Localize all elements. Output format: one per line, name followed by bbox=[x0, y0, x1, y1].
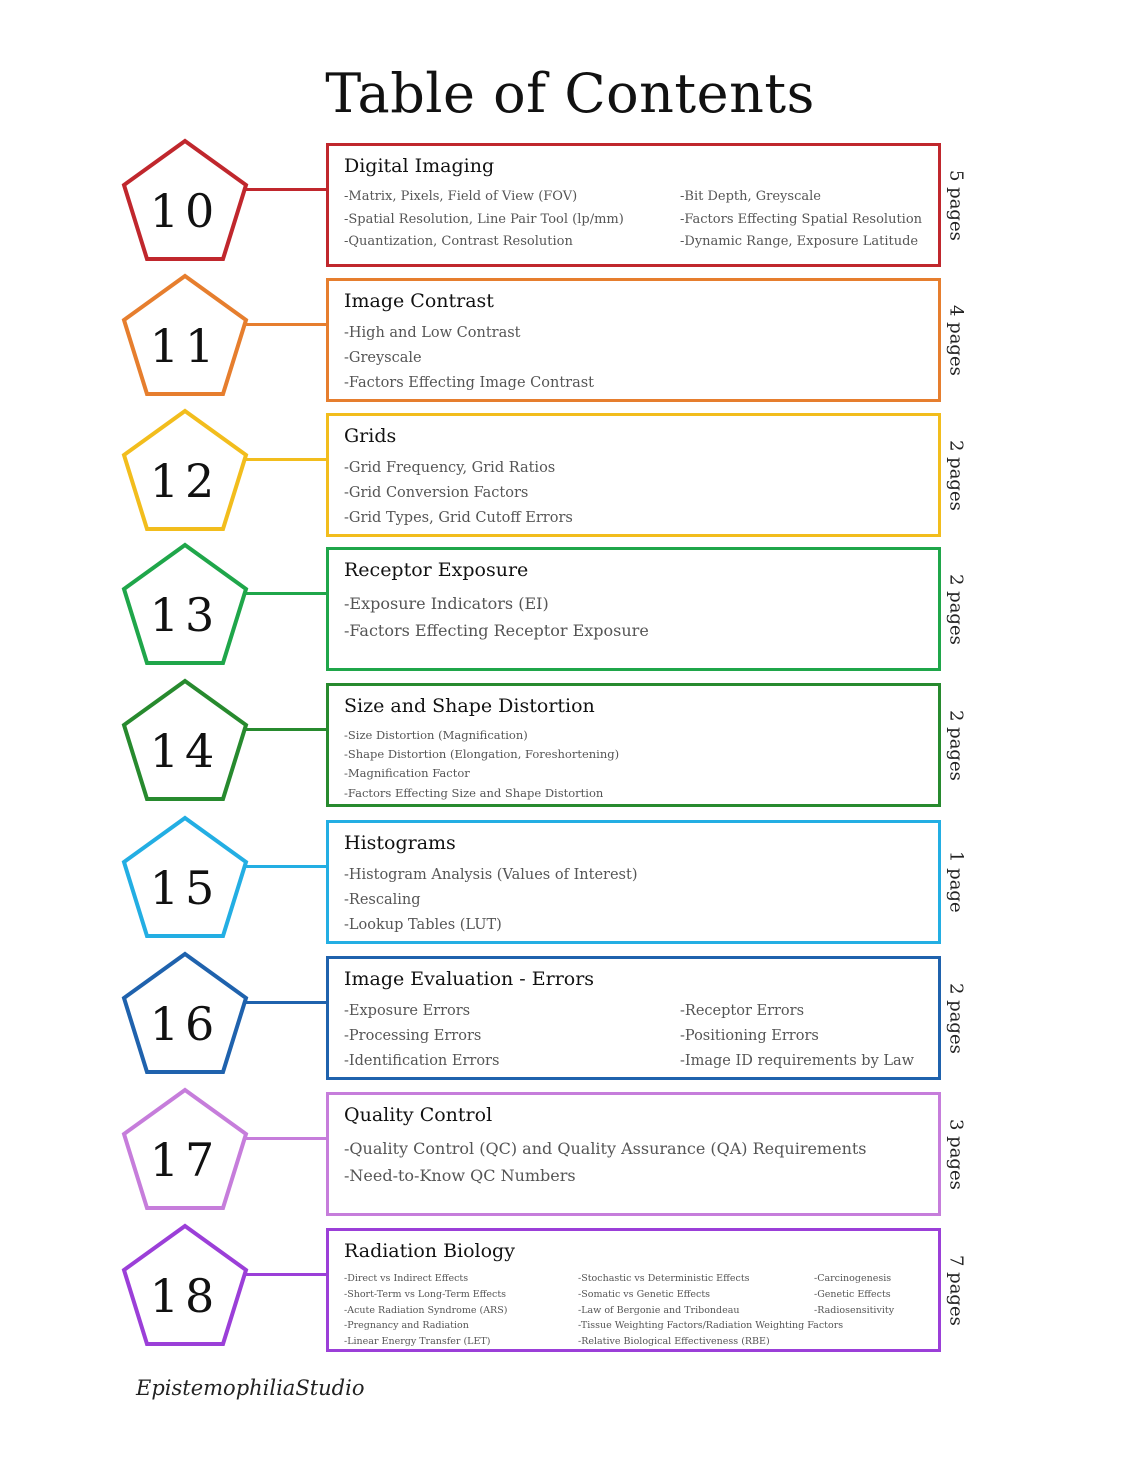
toc-section-14 bbox=[0, 683, 1140, 807]
topic-item: -Direct vs Indirect Effects bbox=[344, 1273, 469, 1284]
chapter-number: 15 bbox=[149, 861, 221, 915]
section-title: Radiation Biology bbox=[344, 1240, 515, 1262]
topic-item: -Carcinogenesis bbox=[814, 1273, 892, 1284]
section-title: Histograms bbox=[344, 832, 456, 854]
section-title: Digital Imaging bbox=[344, 155, 495, 177]
topic-item: -Somatic vs Genetic Effects bbox=[578, 1288, 711, 1300]
topic-item: -Size Distortion (Magnification) bbox=[344, 728, 528, 742]
section-title: Quality Control bbox=[344, 1104, 493, 1126]
section-box bbox=[326, 956, 941, 1080]
toc-section-10 bbox=[0, 143, 1140, 267]
topic-item: -Factors Effecting Receptor Exposure bbox=[344, 621, 649, 640]
connector-line bbox=[246, 1137, 328, 1140]
topic-item: -Quality Control (QC) and Quality Assurance (QA) Requirements bbox=[344, 1139, 867, 1158]
section-items bbox=[344, 999, 928, 1071]
topic-item: -Law of Bergonie and Tribondeau bbox=[578, 1304, 740, 1316]
section-items bbox=[344, 186, 928, 258]
page-count bbox=[938, 143, 974, 267]
section-box bbox=[326, 683, 941, 807]
topic-item: -Dynamic Range, Exposure Latitude bbox=[680, 234, 919, 249]
item-column bbox=[344, 590, 649, 644]
page-count bbox=[938, 1092, 974, 1216]
topic-item: -Quantization, Contrast Resolution bbox=[344, 234, 573, 249]
toc-section-17 bbox=[0, 1092, 1140, 1216]
chapter-pentagon bbox=[118, 407, 252, 541]
topic-item: -Radiosensitivity bbox=[814, 1304, 895, 1316]
item-column bbox=[578, 1271, 843, 1350]
topic-item: -Grid Conversion Factors bbox=[344, 485, 529, 501]
item-column bbox=[344, 863, 637, 938]
section-box bbox=[326, 820, 941, 944]
toc-section-13 bbox=[0, 547, 1140, 671]
topic-item: -Receptor Errors bbox=[680, 1003, 805, 1019]
topic-item: -Grid Types, Grid Cutoff Errors bbox=[344, 510, 573, 526]
chapter-pentagon bbox=[118, 272, 252, 406]
section-items bbox=[344, 456, 928, 528]
topic-item: -Factors Effecting Size and Shape Distortion bbox=[344, 785, 604, 800]
connector-line bbox=[246, 188, 328, 191]
section-items bbox=[344, 590, 928, 662]
section-items bbox=[344, 1271, 928, 1348]
topic-item: -Shape Distortion (Elongation, Foreshortening) bbox=[344, 747, 620, 762]
topic-item: -Magnification Factor bbox=[344, 766, 470, 781]
section-items bbox=[344, 726, 928, 798]
section-items bbox=[344, 1135, 928, 1207]
chapter-pentagon bbox=[118, 1222, 252, 1356]
section-title: Image Contrast bbox=[344, 290, 494, 312]
section-title: Size and Shape Distortion bbox=[344, 695, 595, 717]
chapter-number: 11 bbox=[149, 319, 221, 373]
page-count-label: 1 page bbox=[945, 851, 967, 913]
topic-item: -Positioning Errors bbox=[680, 1028, 819, 1044]
topic-item: -Acute Radiation Syndrome (ARS) bbox=[344, 1304, 508, 1316]
connector-line bbox=[246, 1273, 328, 1276]
page-count bbox=[938, 547, 974, 671]
topic-item: -Factors Effecting Spatial Resolution bbox=[680, 211, 923, 227]
topic-item: -Rescaling bbox=[344, 892, 421, 908]
page-count-label: 2 pages bbox=[945, 573, 967, 645]
topic-item: -High and Low Contrast bbox=[344, 325, 521, 341]
connector-line bbox=[246, 1001, 328, 1004]
item-column bbox=[680, 999, 914, 1074]
toc-section-15 bbox=[0, 820, 1140, 944]
page-count bbox=[938, 956, 974, 1080]
toc-section-11 bbox=[0, 278, 1140, 402]
toc-section-18 bbox=[0, 1228, 1140, 1352]
page-title: Table of Contents bbox=[325, 62, 815, 125]
item-column bbox=[344, 726, 619, 803]
page-count bbox=[938, 278, 974, 402]
page-count-label: 7 pages bbox=[945, 1254, 967, 1326]
topic-item: -Pregnancy and Radiation bbox=[344, 1320, 469, 1332]
topic-item: -Exposure Errors bbox=[344, 1003, 471, 1019]
topic-item: -Need-to-Know QC Numbers bbox=[344, 1166, 576, 1185]
page-count-label: 5 pages bbox=[945, 169, 967, 241]
item-column bbox=[680, 186, 922, 254]
topic-item: -Histogram Analysis (Values of Interest) bbox=[344, 867, 638, 883]
topic-item: -Genetic Effects bbox=[814, 1288, 891, 1300]
section-items bbox=[344, 321, 928, 393]
topic-item: -Processing Errors bbox=[344, 1028, 482, 1044]
topic-item: -Stochastic vs Deterministic Effects bbox=[578, 1273, 750, 1284]
studio-signature: EpistemophiliaStudio bbox=[136, 1376, 365, 1400]
chapter-number: 12 bbox=[149, 454, 221, 508]
topic-item: -Bit Depth, Greyscale bbox=[680, 189, 821, 204]
item-column bbox=[344, 1271, 507, 1350]
chapter-pentagon bbox=[118, 1086, 252, 1220]
topic-item: -Greyscale bbox=[344, 350, 422, 366]
chapter-pentagon bbox=[118, 541, 252, 675]
section-box bbox=[326, 143, 941, 267]
topic-item: -Relative Biological Effectiveness (RBE) bbox=[578, 1336, 770, 1348]
topic-item: -Exposure Indicators (EI) bbox=[344, 594, 549, 613]
chapter-number: 10 bbox=[149, 184, 221, 238]
toc-section-16 bbox=[0, 956, 1140, 1080]
topic-item: -Spatial Resolution, Line Pair Tool (lp/mm) bbox=[344, 211, 624, 227]
chapter-pentagon bbox=[118, 814, 252, 948]
connector-line bbox=[246, 458, 328, 461]
topic-item: -Lookup Tables (LUT) bbox=[344, 917, 502, 933]
topic-item: -Factors Effecting Image Contrast bbox=[344, 375, 594, 391]
topic-item: -Short-Term vs Long-Term Effects bbox=[344, 1288, 507, 1300]
topic-item: -Identification Errors bbox=[344, 1053, 500, 1069]
section-title: Image Evaluation - Errors bbox=[344, 968, 595, 990]
chapter-pentagon bbox=[118, 677, 252, 811]
topic-item: -Image ID requirements by Law bbox=[680, 1053, 915, 1069]
item-column bbox=[344, 186, 624, 254]
topic-item: -Grid Frequency, Grid Ratios bbox=[344, 460, 556, 476]
chapter-number: 14 bbox=[149, 724, 221, 778]
section-box bbox=[326, 547, 941, 671]
topic-item: -Matrix, Pixels, Field of View (FOV) bbox=[344, 189, 578, 204]
page-count-label: 4 pages bbox=[945, 304, 967, 376]
section-title: Grids bbox=[344, 425, 397, 447]
chapter-pentagon bbox=[118, 137, 252, 271]
chapter-number: 17 bbox=[149, 1133, 221, 1187]
item-column bbox=[344, 321, 594, 396]
chapter-number: 13 bbox=[149, 588, 221, 642]
section-box bbox=[326, 1092, 941, 1216]
item-column bbox=[814, 1271, 894, 1318]
topic-item: -Tissue Weighting Factors/Radiation Weighting Factors bbox=[578, 1320, 844, 1332]
section-box bbox=[326, 1228, 941, 1352]
page-count-label: 3 pages bbox=[945, 1118, 967, 1190]
section-box bbox=[326, 278, 941, 402]
connector-line bbox=[246, 865, 328, 868]
section-items bbox=[344, 863, 928, 935]
section-title: Receptor Exposure bbox=[344, 559, 529, 581]
section-box bbox=[326, 413, 941, 537]
topic-item: -Linear Energy Transfer (LET) bbox=[344, 1336, 491, 1348]
page-count-label: 2 pages bbox=[945, 709, 967, 781]
chapter-number: 16 bbox=[149, 997, 221, 1051]
chapter-pentagon bbox=[118, 950, 252, 1084]
item-column bbox=[344, 1135, 867, 1189]
item-column bbox=[344, 456, 573, 531]
connector-line bbox=[246, 728, 328, 731]
page-count-label: 2 pages bbox=[945, 982, 967, 1054]
connector-line bbox=[246, 323, 328, 326]
page-count bbox=[938, 1228, 974, 1352]
toc-section-12 bbox=[0, 413, 1140, 537]
page-count bbox=[938, 683, 974, 807]
page-count bbox=[938, 413, 974, 537]
item-column bbox=[344, 999, 499, 1074]
chapter-number: 18 bbox=[149, 1269, 221, 1323]
page-count bbox=[938, 820, 974, 944]
page-count-label: 2 pages bbox=[945, 439, 967, 511]
connector-line bbox=[246, 592, 328, 595]
